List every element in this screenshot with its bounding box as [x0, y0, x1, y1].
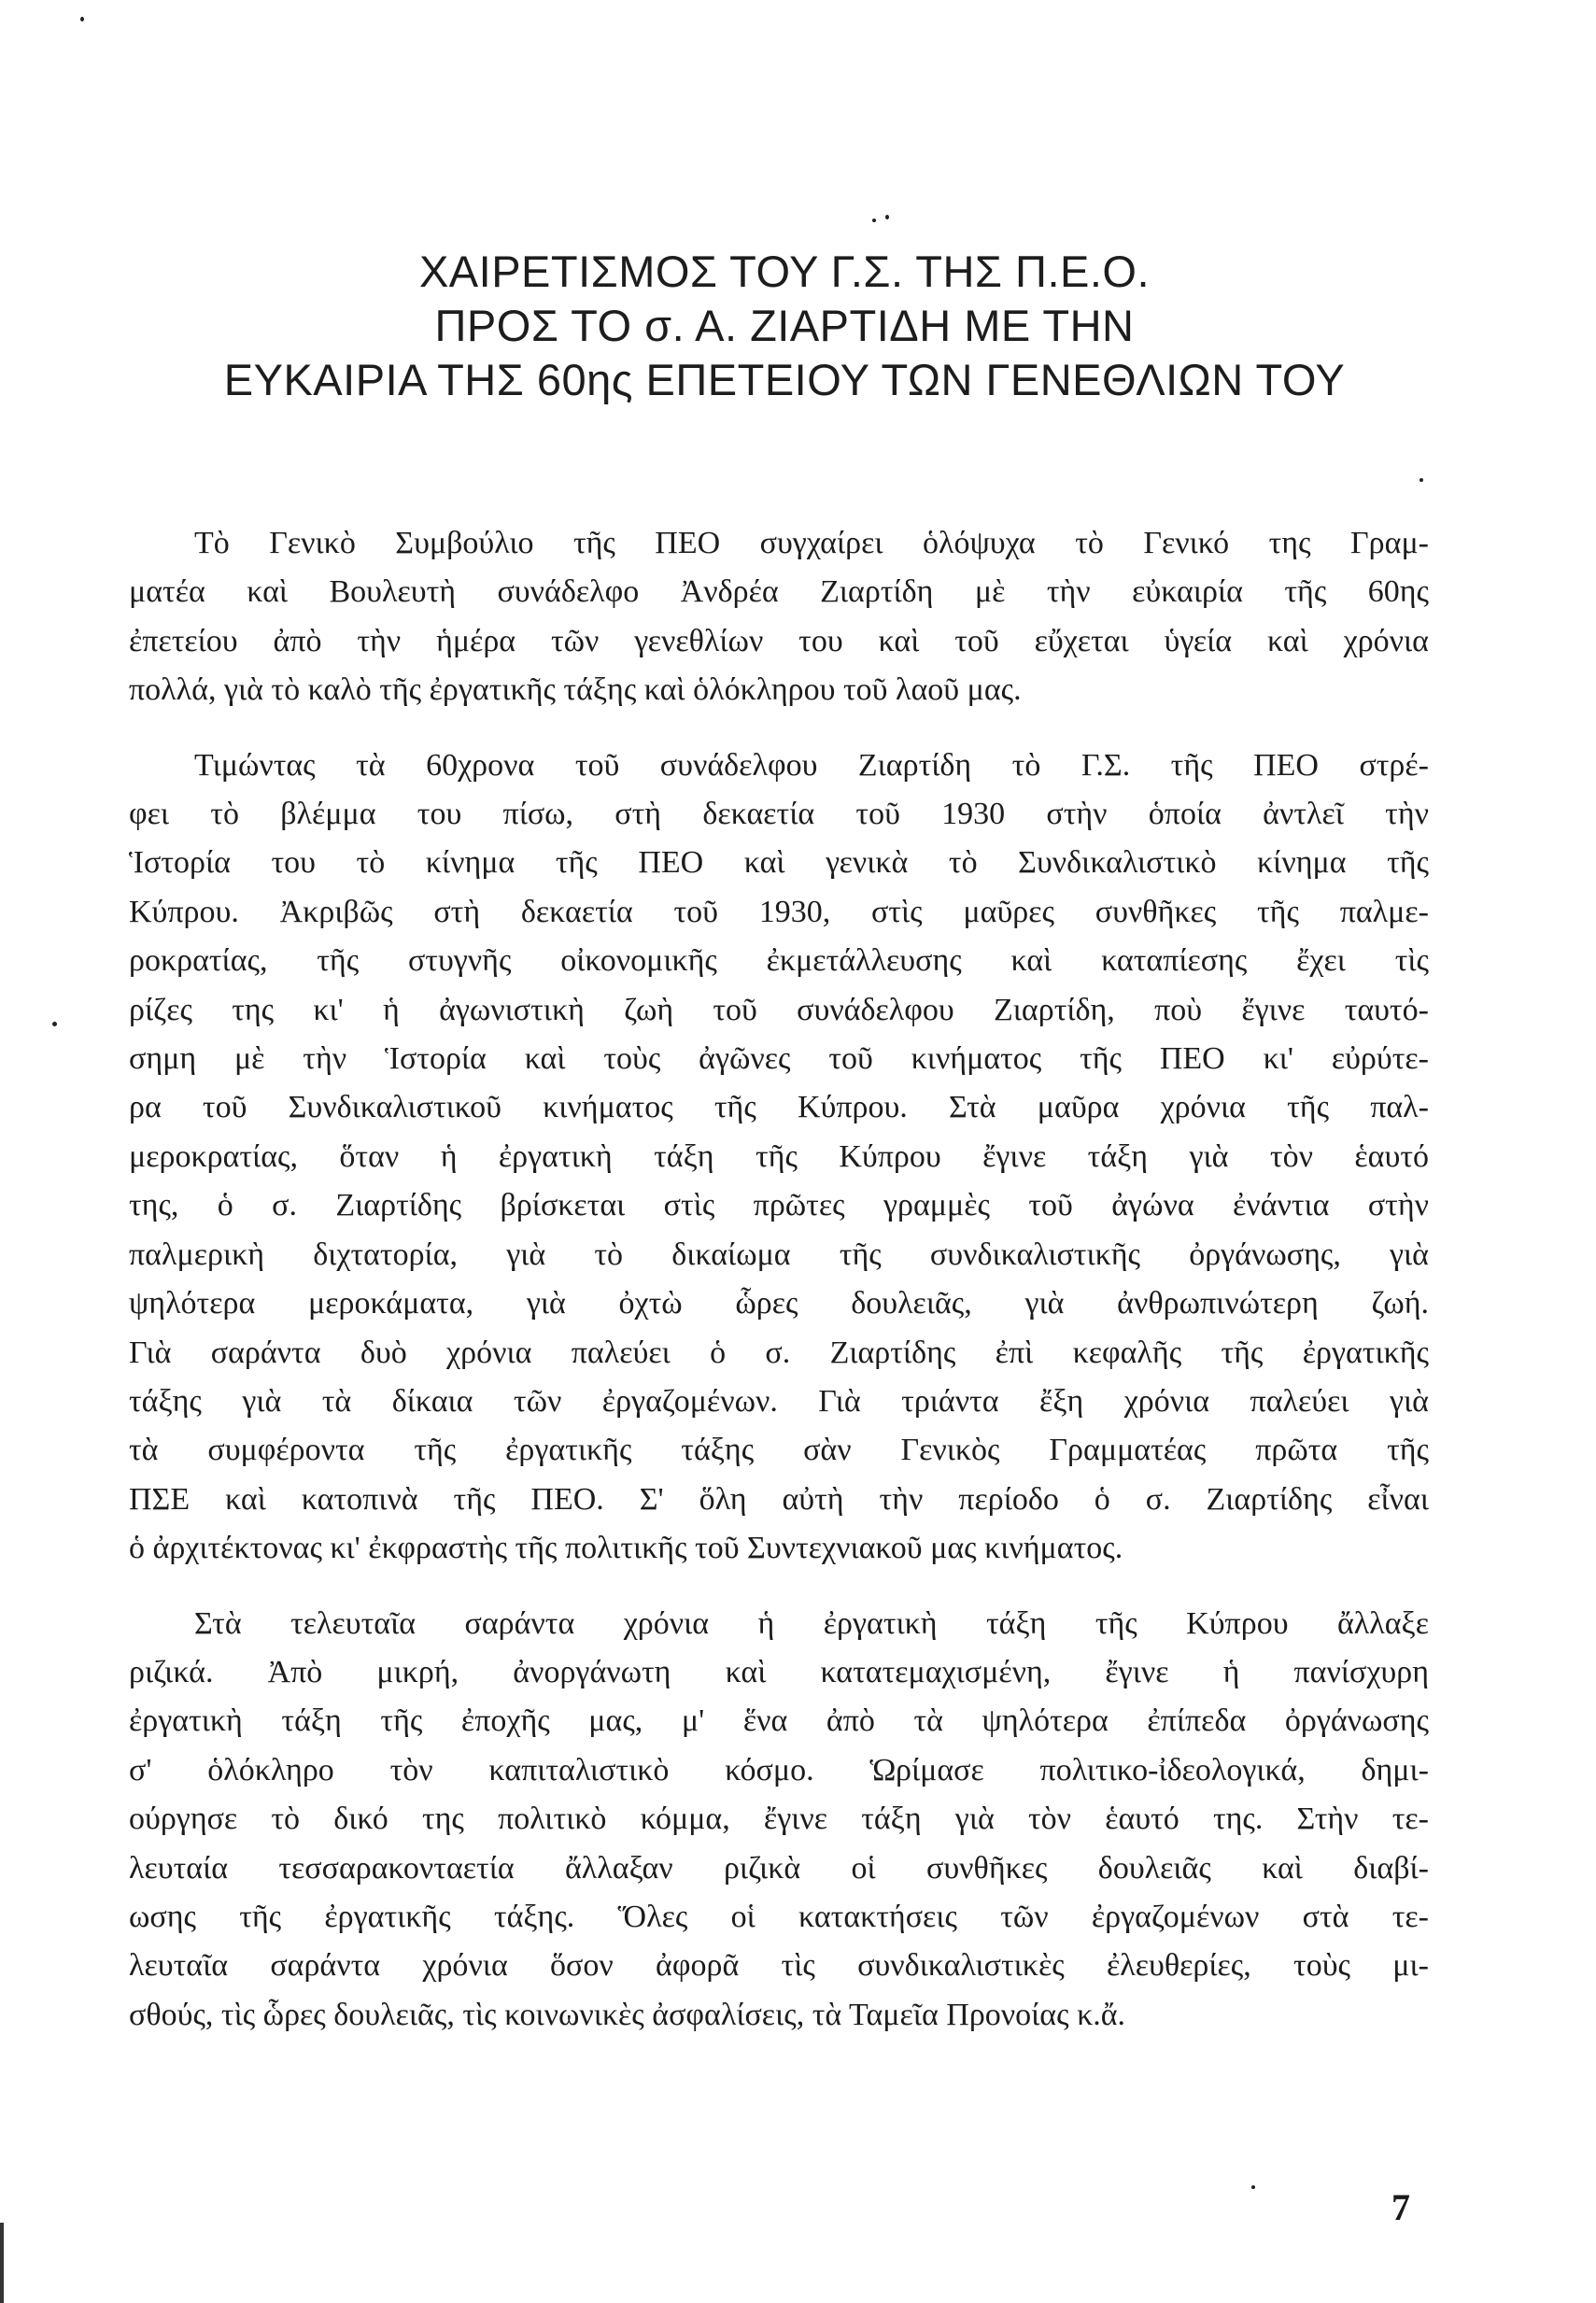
- text-line: ἐργατικὴ τάξη τῆς ἐποχῆς μας, μ' ἕνα ἀπὸ τὰ ψηλότερα ἐπίπεδα ὀργάνωσης: [129, 1703, 1429, 1739]
- text-line: σθούς, τὶς ὧρες δουλειᾶς, τὶς κοινωνικὲς ἀσφαλίσεις, τὰ Ταμεῖα Προνοίας κ.ἄ.: [129, 1997, 1126, 2032]
- text-line: λευταῖα σαράντα χρόνια ὅσον ἀφορᾶ τὶς συνδικαλιστικὲς ἐλευθερίες, τοὺς μι-: [129, 1948, 1429, 1984]
- text-line: Κύπρου. Ἀκριβῶς στὴ δεκαετία τοῦ 1930, στὶς μαῦρες συνθῆκες τῆς παλμε-: [129, 894, 1429, 929]
- scan-speck: [885, 215, 889, 219]
- text-line: λευταία τεσσαρακονταετία ἄλλαξαν ριζικὰ οἱ συνθῆκες δουλειᾶς καὶ διαβί-: [129, 1850, 1429, 1886]
- text-line: Γιὰ σαράντα δυὸ χρόνια παλεύει ὁ σ. Ζιαρτίδης ἐπὶ κεφαλῆς τῆς ἐργατικῆς: [129, 1335, 1429, 1370]
- document-title: [140, 245, 1429, 407]
- text-line: ματέα καὶ Βουλευτὴ συνάδελφο Ἀνδρέα Ζιαρτίδη μὲ τὴν εὐκαιρία τῆς 60ης: [129, 574, 1429, 610]
- scan-edge-mark: [0, 2223, 4, 2303]
- text-line: Στὰ τελευταῖα σαράντα χρόνια ἡ ἐργατικὴ τάξη τῆς Κύπρου ἄλλαξε: [194, 1605, 1429, 1641]
- title-line-3: ΕΥΚΑΙΡΙΑ ΤΗΣ 60ης ΕΠΕΤΕΙΟΥ ΤΩΝ ΓΕΝΕΘΛΙΩΝ ΤΟΥ: [223, 355, 1346, 404]
- text-line: μεροκρατίας, ὅταν ἡ ἐργατικὴ τάξη τῆς Κύπρου ἔγινε τάξη γιὰ τὸν ἑαυτό: [129, 1138, 1429, 1174]
- paragraph-2: [129, 742, 1429, 1574]
- text-line: τὰ συμφέροντα τῆς ἐργατικῆς τάξης σὰν Γενικὸς Γραμματέας πρῶτα τῆς: [129, 1433, 1429, 1468]
- paragraph-1: [129, 519, 1429, 715]
- text-line: ἐπετείου ἀπὸ τὴν ἡμέρα τῶν γενεθλίων του καὶ τοῦ εὔχεται ὑγεία καὶ χρόνια: [129, 623, 1429, 658]
- text-line: τάξης γιὰ τὰ δίκαια τῶν ἐργαζομένων. Γιὰ τριάντα ἔξη χρόνια παλεύει γιὰ: [129, 1383, 1429, 1419]
- text-line: παλμερικὴ διχτατορία, γιὰ τὸ δικαίωμα τῆς συνδικαλιστικῆς ὀργάνωσης, γιὰ: [129, 1236, 1429, 1272]
- paragraph-3: [129, 1600, 1429, 2041]
- text-line: πολλά, γιὰ τὸ καλὸ τῆς ἐργατικῆς τάξης καὶ ὁλόκληρου τοῦ λαοῦ μας.: [129, 672, 1022, 708]
- text-line: Τὸ Γενικὸ Συμβούλιο τῆς ΠΕΟ συγχαίρει ὁλόψυχα τὸ Γενικό της Γραμ-: [194, 526, 1429, 560]
- text-line: ΠΣΕ καὶ κατοπινὰ τῆς ΠΕΟ. Σ' ὅλη αὐτὴ τὴν περίοδο ὁ σ. Ζιαρτίδης εἶναι: [129, 1481, 1429, 1517]
- text-line: ρα τοῦ Συνδικαλιστικοῦ κινήματος τῆς Κύπρου. Στὰ μαῦρα χρόνια τῆς παλ-: [129, 1090, 1429, 1125]
- scan-speck: [1251, 2185, 1255, 2189]
- text-line: ὁ ἀρχιτέκτονας κι' ἐκφραστὴς τῆς πολιτικῆς τοῦ Συντεχνιακοῦ μας κινήματος.: [129, 1531, 1123, 1566]
- page-number: 7: [1391, 2186, 1410, 2228]
- text-line: φει τὸ βλέμμα του πίσω, στὴ δεκαετία τοῦ 1930 στὴν ὁποία ἀντλεῖ τὴν: [129, 797, 1429, 832]
- scan-speck: [80, 17, 84, 21]
- text-line: ωσης τῆς ἐργατικῆς τάξης. Ὅλες οἱ κατακτήσεις τῶν ἐργαζομένων στὰ τε-: [129, 1899, 1429, 1934]
- title-line-1: ΧΑΙΡΕΤΙΣΜΟΣ ΤΟΥ Γ.Σ. ΤΗΣ Π.Ε.Ο.: [418, 247, 1151, 296]
- text-line: ροκρατίας, τῆς στυγνῆς οἰκονομικῆς ἐκμετάλλευσης καὶ καταπίεσης ἔχει τὶς: [129, 943, 1429, 979]
- text-line: Τιμώντας τὰ 60χρονα τοῦ συνάδελφου Ζιαρτίδη τὸ Γ.Σ. τῆς ΠΕΟ στρέ-: [194, 747, 1429, 783]
- text-line: Ἱστορία του τὸ κίνημα τῆς ΠΕΟ καὶ γενικὰ τὸ Συνδικαλιστικὸ κίνημα τῆς: [129, 845, 1429, 881]
- text-line: σ' ὁλόκληρο τὸν καπιταλιστικὸ κόσμο. Ὡρίμασε πολιτικο-ἰδεολογικά, δημι-: [129, 1752, 1429, 1787]
- title-line-2: ΠΡΟΣ ΤΟ σ. Α. ΖΙΑΡΤΙΔΗ ΜΕ ΤΗΝ: [434, 301, 1135, 350]
- text-line: σημη μὲ τὴν Ἱστορία καὶ τοὺς ἀγῶνες τοῦ κινήματος τῆς ΠΕΟ κι' εὐρύτε-: [129, 1041, 1429, 1077]
- text-line: ριζικά. Ἀπὸ μικρή, ἀνοργάνωτη καὶ κατατεμαχισμένη, ἔγινε ἡ πανίσχυρη: [129, 1654, 1429, 1689]
- scan-speck: [872, 219, 876, 222]
- text-line: ψηλότερα μεροκάματα, γιὰ ὀχτὼ ὧρες δουλειᾶς, γιὰ ἀνθρωπινώτερη ζωή.: [129, 1286, 1429, 1321]
- body-text: [129, 519, 1429, 2040]
- text-line: ούργησε τὸ δικό της πολιτικὸ κόμμα, ἔγινε τάξη γιὰ τὸν ἑαυτό της. Στὴν τε-: [129, 1801, 1429, 1837]
- scan-speck: [52, 1022, 57, 1026]
- scan-speck: [1419, 478, 1423, 482]
- text-line: ρίζες της κι' ἡ ἀγωνιστικὴ ζωὴ τοῦ συνάδελφου Ζιαρτίδη, ποὺ ἔγινε ταυτό-: [129, 992, 1429, 1027]
- text-line: της, ὁ σ. Ζιαρτίδης βρίσκεται στὶς πρῶτες γραμμὲς τοῦ ἀγώνα ἐνάντια στὴν: [129, 1188, 1429, 1223]
